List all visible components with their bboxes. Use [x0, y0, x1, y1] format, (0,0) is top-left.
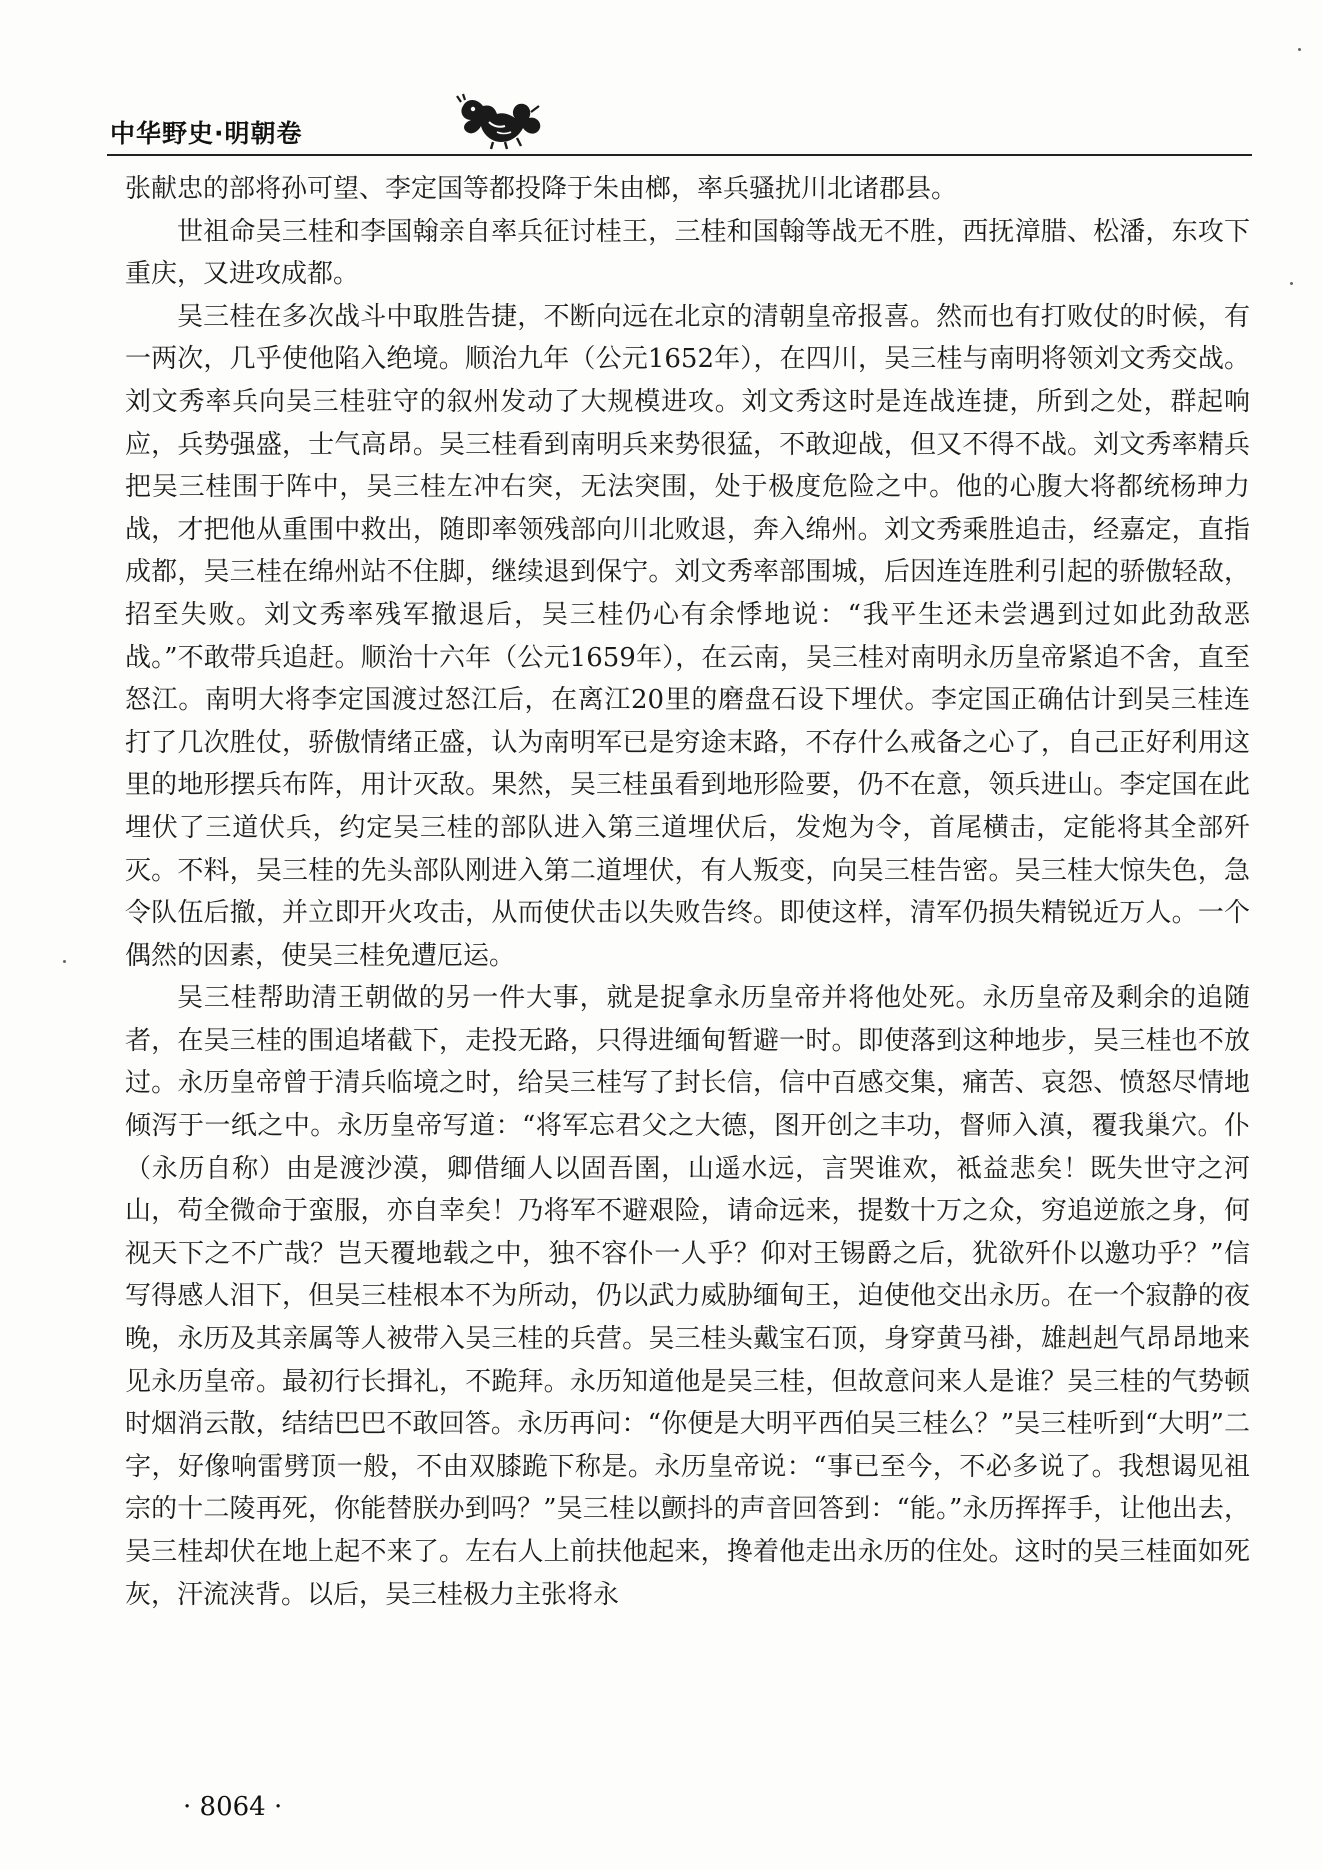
paragraph: 世祖命吴三桂和李国翰亲自率兵征讨桂王，三桂和国翰等战无不胜，西抚漳腊、松潘，东攻下重庆，又进攻成都。 — [125, 216, 1250, 290]
header-rule — [107, 154, 1252, 156]
running-header — [107, 92, 1252, 152]
scan-speck — [1298, 48, 1301, 51]
page-number: · 8064 · — [183, 1792, 283, 1822]
paragraph: 吴三桂帮助清王朝做的另一件大事，就是捉拿永历皇帝并将他处死。永历皇帝及剩余的追随者，在吴三桂的围追堵截下，走投无路，只得进缅甸暂避一时。即使落到这种地步，吴三桂也不放过。永历皇帝曾于清兵临境之时，给吴三桂写了封长信，信中百感交集，痛苦、哀怨、愤怒尽情地倾泻于一纸之中。永历皇帝写道：“将军忘君父之大德，图开创之丰功，督师入滇，覆我巢穴。仆（永历自称）由是渡沙漠，卿借缅人以固吾圉，山遥水远，言哭谁欢，袛益悲矣！既失世守之河山，苟全微命于蛮服，亦自幸矣！乃将军不避艰险，请命远来，提数十万之众，穷追逆旅之身，何视天下之不广哉？岂天覆地载之中，独不容仆一人乎？仰对王锡爵之后，犹欲歼仆以邀功乎？”信写得感人泪下，但吴三桂根本不为所动，仍以武力威胁缅甸王，迫使他交出永历。在一个寂静的夜晚，永历及其亲属等人被带入吴三桂的兵营。吴三桂头戴宝石顶，身穿黄马褂，雄赳赳气昂昂地来见永历皇帝。最初行长揖礼，不跪拜。永历知道他是吴三桂，但故意问来人是谁？吴三桂的气势顿时烟消云散，结结巴巴不敢回答。永历再问：“你便是大明平西伯吴三桂么？”吴三桂听到“大明”二字，好像响雷劈顶一般，不由双膝跪下称是。永历皇帝说：“事已至今，不必多说了。我想谒见祖宗的十二陵再死，你能替朕办到吗？”吴三桂以颤抖的声音回答到：“能。”永历挥挥手，让他出去，吴三桂却伏在地上起不来了。左右人上前扶他起来，搀着他走出永历的住处。这时的吴三桂面如死灰，汗流浃背。以后，吴三桂极力主张将永 — [125, 983, 1250, 1610]
series-title: 中华野史·明朝卷 — [110, 119, 303, 148]
paragraph: 吴三桂在多次战斗中取胜告捷，不断向远在北京的清朝皇帝报喜。然而也有打败仗的时候，有一两次，几乎使他陷入绝境。顺治九年（公元1652年），在四川，吴三桂与南明将领刘文秀交战。刘文秀率兵向吴三桂驻守的叙州发动了大规模进攻。刘文秀这时是连战连捷，所到之处，群起响应，兵势强盛，士气高昂。吴三桂看到南明兵来势很猛，不敢迎战，但又不得不战。刘文秀率精兵把吴三桂围于阵中，吴三桂左冲右突，无法突围，处于极度危险之中。他的心腹大将都统杨珅力战，才把他从重围中救出，随即率领残部向川北败退，奔入绵州。刘文秀乘胜追击，经嘉定，直指成都，吴三桂在绵州站不住脚，继续退到保宁。刘文秀率部围城，后因连连胜利引起的骄傲轻敌，招至失败。刘文秀率残军撤退后，吴三桂仍心有余悸地说：“我平生还未尝遇到过如此劲敌恶战。”不敢带兵追赶。顺治十六年（公元1659年），在云南，吴三桂对南明永历皇帝紧追不舍，直至怒江。南明大将李定国渡过怒江后，在离江20里的磨盘石设下埋伏。李定国正确估计到吴三桂连打了几次胜仗，骄傲情绪正盛，认为南明军已是穷途末路，不存什么戒备之心了，自己正好利用这里的地形摆兵布阵，用计灭敌。果然，吴三桂虽看到地形险要，仍不在意，领兵进山。李定国在此埋伏了三道伏兵，约定吴三桂的部队进入第三道埋伏后，发炮为令，首尾横击，定能将其全部歼灭。不料，吴三桂的先头部队刚进入第二道埋伏，有人叛变，向吴三桂告密。吴三桂大惊失色，急令队伍后撤，并立即开火攻击，从而使伏击以失败告终。即使这样，清军仍损失精锐近万人。一个偶然的因素，使吴三桂免遭厄运。 — [125, 301, 1250, 971]
body-text — [125, 168, 1250, 1616]
paragraph: 张献忠的部将孙可望、李定国等都投降于朱由榔，率兵骚扰川北诸郡县。 — [125, 174, 958, 204]
scan-speck — [1290, 282, 1293, 285]
dragon-icon — [453, 92, 545, 150]
scan-speck — [63, 960, 66, 963]
